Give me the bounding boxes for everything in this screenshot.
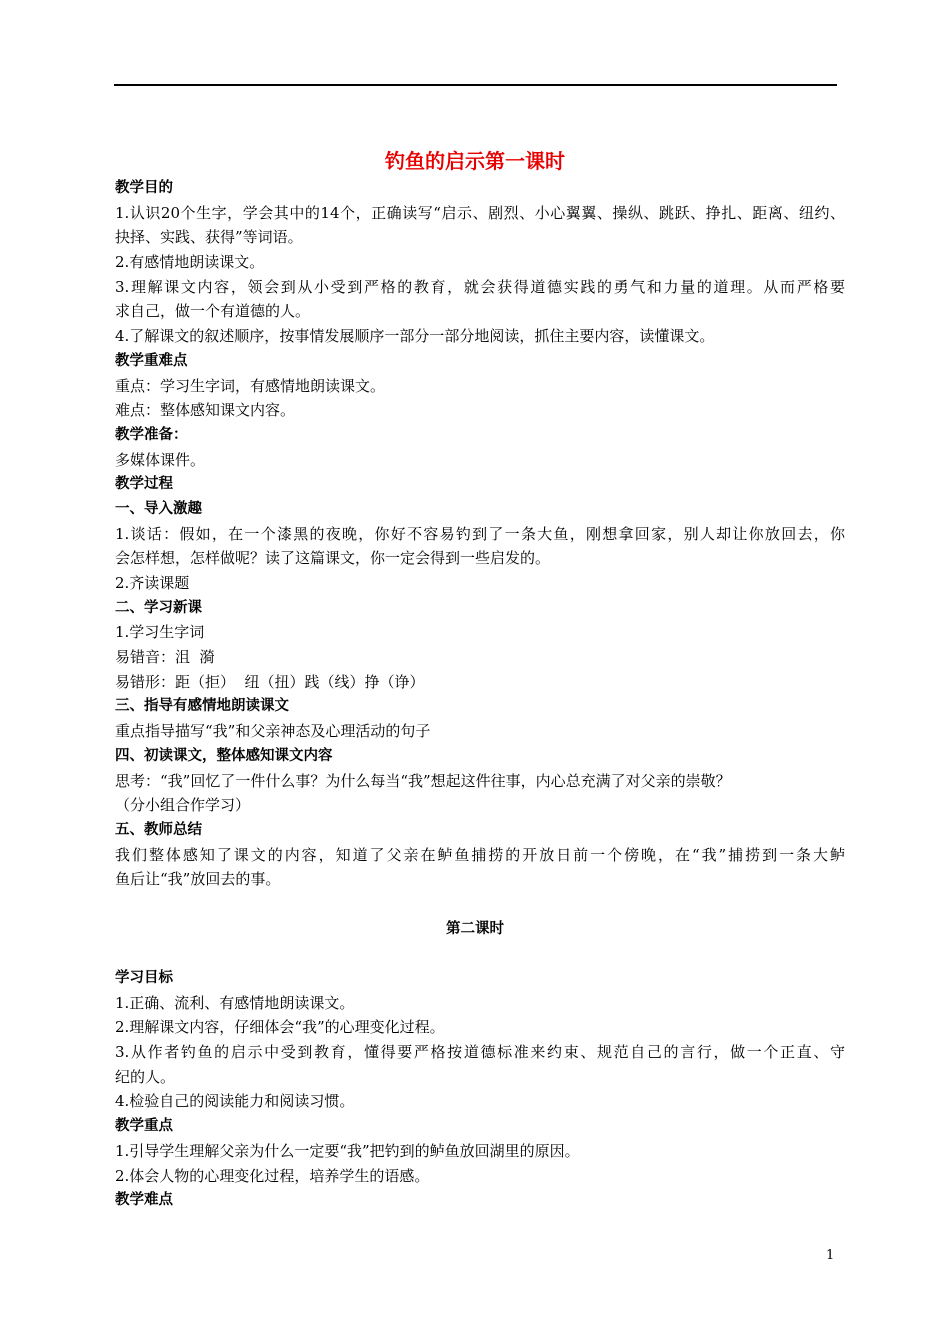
paragraph-line: 易错音：沮 漪 (115, 648, 215, 667)
paragraph-line: 1.谈话：假如，在一个漆黑的夜晚，你好不容易钓到了一条大鱼，刚想拿回家，别人却让你放回去，你 (115, 524, 845, 543)
paragraph-line: （分小组合作学习） (115, 796, 251, 815)
paragraph-line: 2.体会人物的心理变化过程，培养学生的语感。 (115, 1166, 430, 1185)
paragraph-line: 1.学习生字词 (115, 623, 205, 642)
paragraph-line: 2.理解课文内容，仔细体会“我”的心理变化过程。 (115, 1018, 445, 1037)
paragraph-line: 我们整体感知了课文的内容，知道了父亲在鲈鱼捕捞的开放日前一个傍晚，在“我”捕捞到一条大鲈 (115, 845, 845, 864)
paragraph-line: 多媒体课件。 (115, 450, 206, 469)
paragraph-line: 重点指导描写“我”和父亲神态及心理活动的句子 (115, 722, 431, 741)
spacer (115, 892, 845, 917)
paragraph-line: 重点：学习生字词，有感情地朗读课文。 (115, 376, 386, 395)
section-heading: 教学过程 (115, 476, 173, 493)
paragraph-line: 求自己，做一个有道德的人。 (115, 302, 311, 321)
paragraph-line: 3.理解课文内容，领会到从小受到严格的教育，就会获得道德实践的勇气和力量的道理。从而严格要 (115, 277, 845, 296)
paragraph-line: 4.检验自己的阅读能力和阅读习惯。 (115, 1092, 355, 1111)
paragraph-line: 4.了解课文的叙述顺序，按事情发展顺序一部分一部分地阅读，抓住主要内容，读懂课文。 (115, 327, 715, 346)
paragraph-line: 1.引导学生理解父亲为什么一定要“我”把钓到的鲈鱼放回湖里的原因。 (115, 1141, 580, 1160)
section-heading: 四、初读课文，整体感知课文内容 (115, 747, 333, 764)
section-heading: 教学重点 (115, 1118, 173, 1135)
page-number: 1 (826, 1248, 835, 1263)
section-heading: 二、学习新课 (115, 599, 202, 616)
paragraph-line: 3.从作者钓鱼的启示中受到教育，懂得要严格按道德标准来约束、规范自己的言行，做一个正直、守 (115, 1043, 845, 1062)
paragraph-line: 抉择、实践、获得”等词语。 (115, 228, 303, 247)
header-rule (114, 84, 837, 86)
section-heading: 一、导入激趣 (115, 500, 202, 517)
lesson-heading: 第二课时 (446, 920, 504, 937)
section-heading: 三、指导有感情地朗读课文 (115, 698, 289, 715)
page-title: 钓鱼的启示第一课时 (385, 149, 565, 173)
section-heading: 教学重难点 (115, 352, 188, 369)
spacer (115, 941, 845, 966)
paragraph-line: 纪的人。 (115, 1067, 176, 1086)
paragraph-line: 思考：“我”回忆了一件什么事？为什么每当“我”想起这件往事，内心总充满了对父亲的崇敬？ (115, 771, 731, 790)
section-heading: 教学准备： (115, 426, 188, 443)
section-heading: 学习目标 (115, 970, 173, 986)
section-heading: 教学难点 (115, 1192, 173, 1209)
section-heading: 教学目的 (115, 180, 173, 196)
paragraph-line: 1.正确、流利、有感情地朗读课文。 (115, 993, 355, 1012)
paragraph-line: 难点：整体感知课文内容。 (115, 401, 296, 420)
paragraph-line: 2.齐读课题 (115, 574, 190, 592)
section-heading: 五、教师总结 (115, 821, 202, 838)
paragraph-line: 2.有感情地朗读课文。 (115, 253, 265, 272)
paragraph-line: 1.认识20个生字，学会其中的14个，正确读写“启示、剧烈、小心翼翼、操纵、跳跃、挣扎、距离、纽约、 (115, 203, 845, 222)
document-body (115, 176, 845, 1213)
paragraph-line: 会怎样想，怎样做呢？读了这篇课文，你一定会得到一些启发的。 (115, 549, 551, 568)
paragraph-line: 易错形：距（拒） 纽（扭）践（线）挣（诤） (115, 672, 425, 691)
paragraph-line: 鱼后让“我”放回去的事。 (115, 870, 281, 889)
